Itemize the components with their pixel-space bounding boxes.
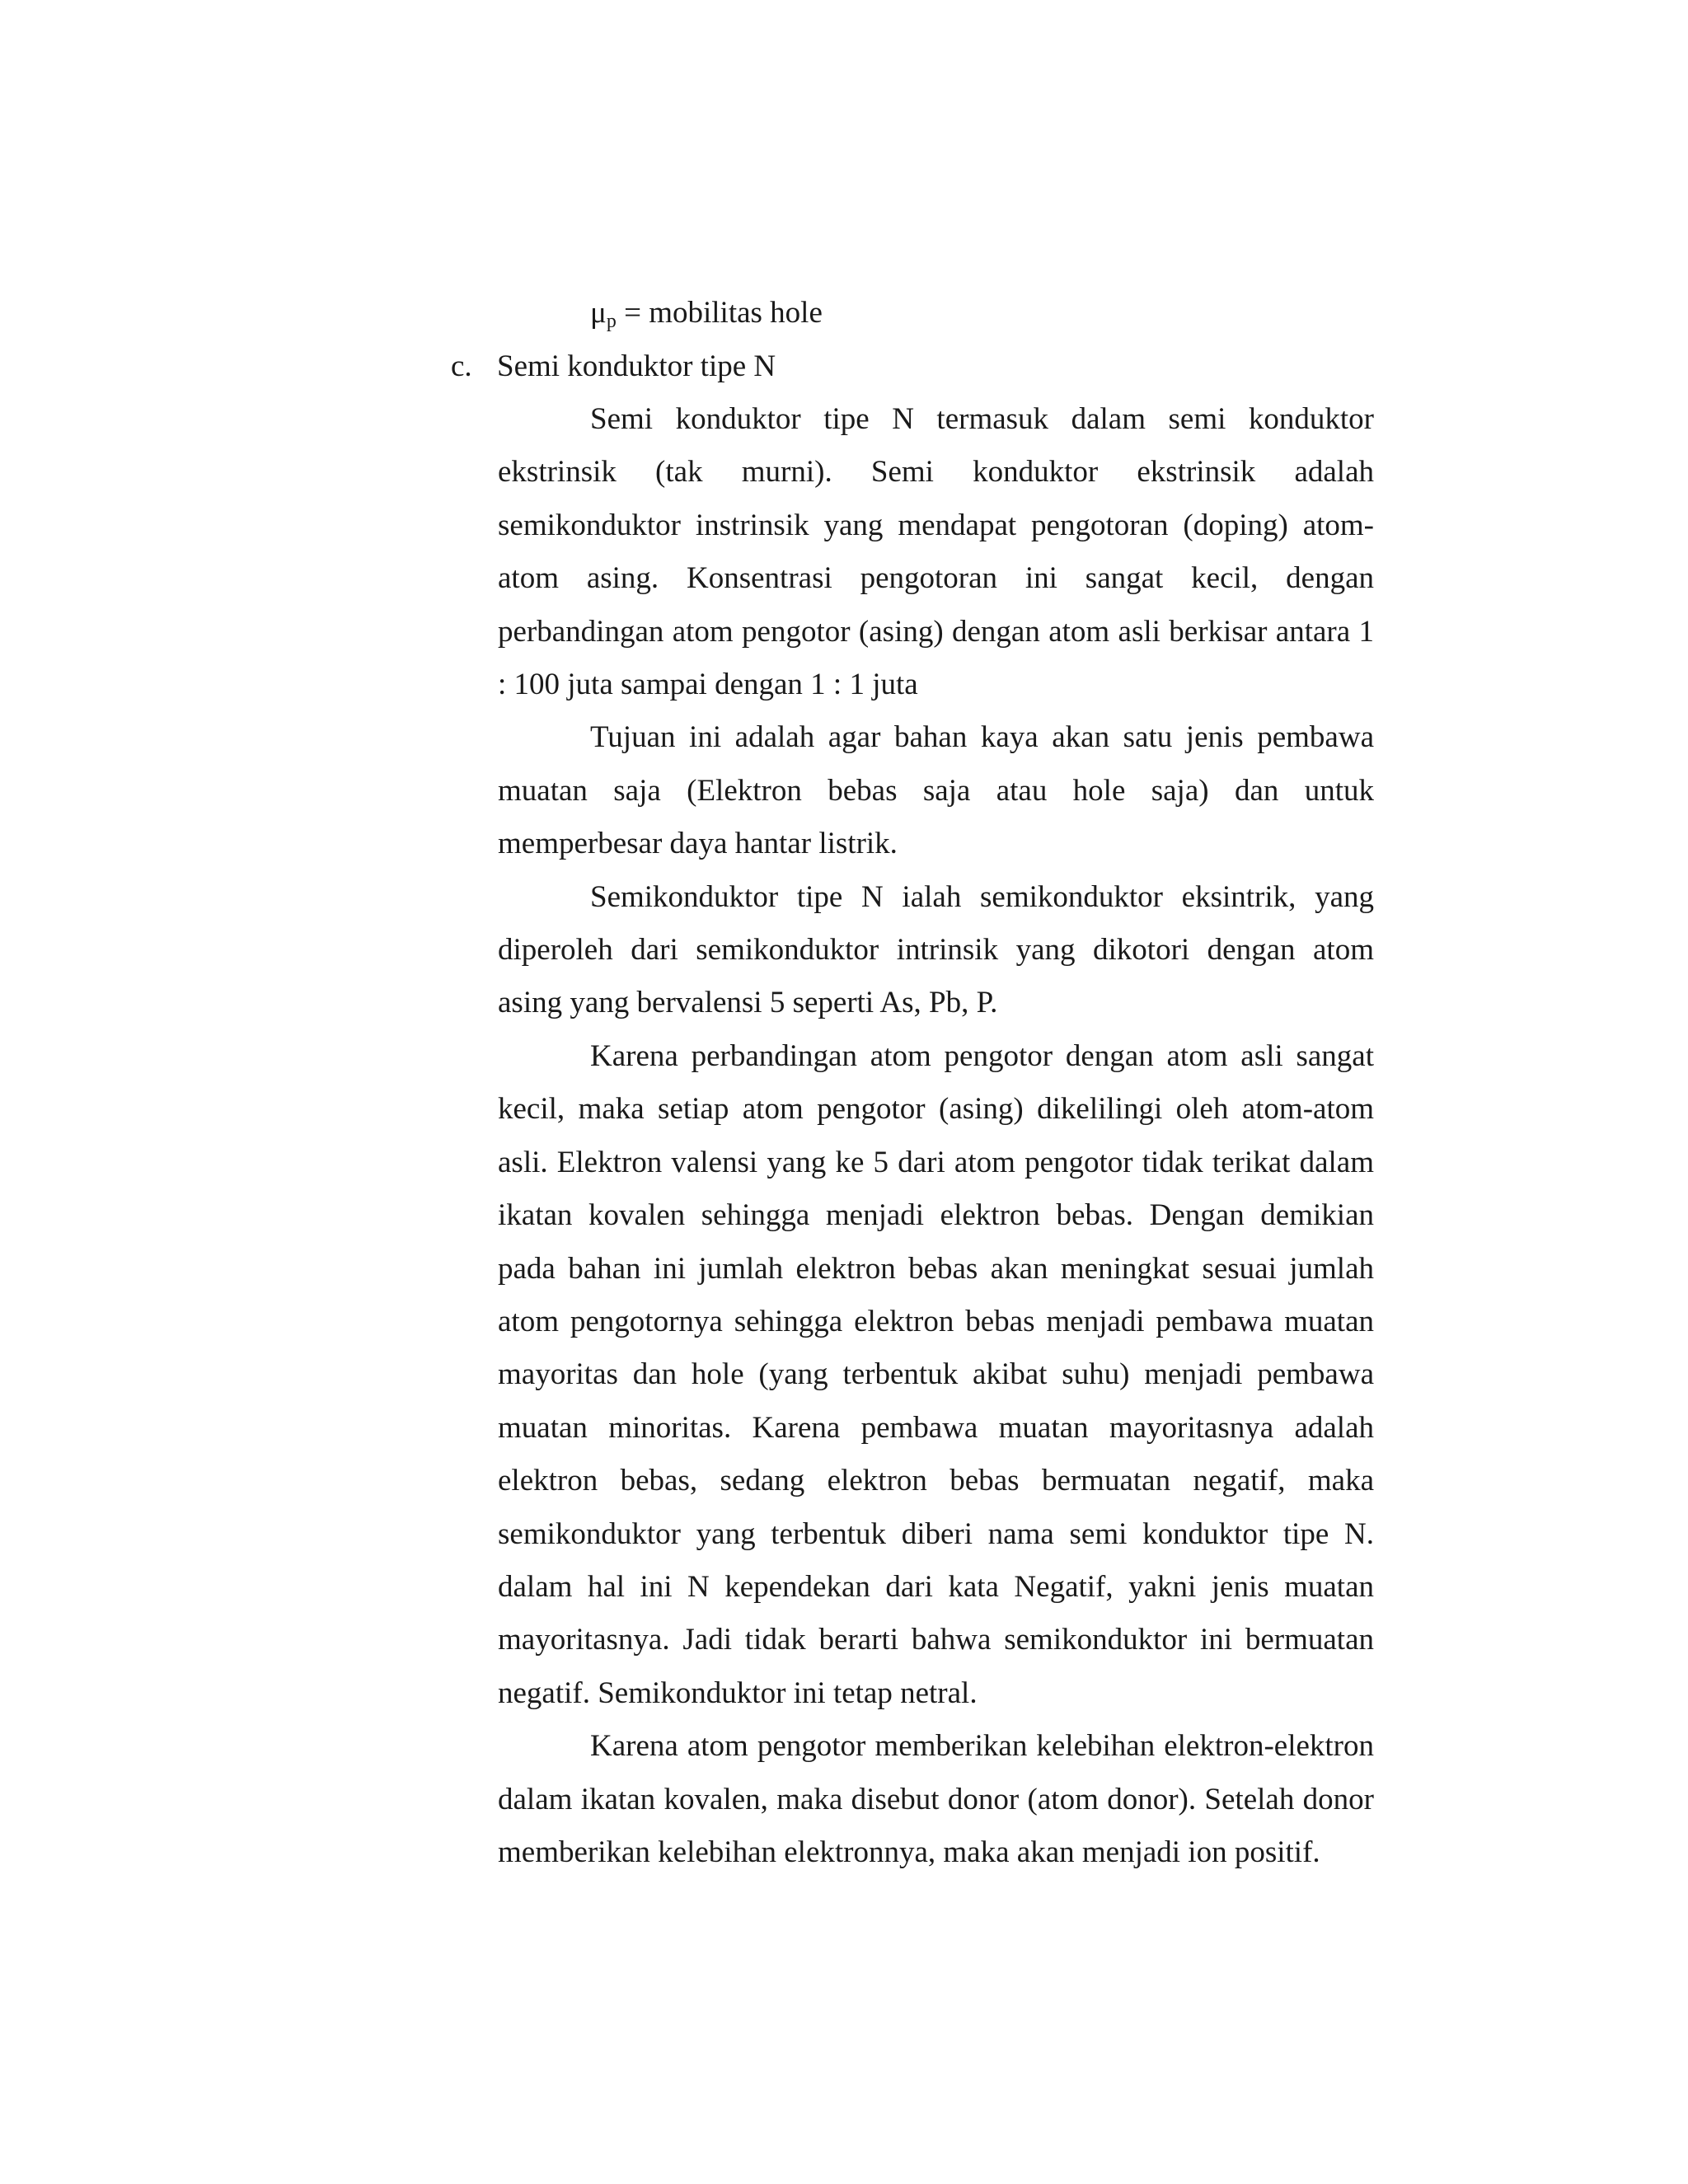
body-text bbox=[498, 393, 1374, 1879]
section-heading bbox=[451, 340, 776, 393]
subscript-p: p bbox=[606, 311, 617, 332]
paragraph-1: Semi konduktor tipe N termasuk dalam semi konduktor ekstrinsik (tak murni). Semi konduktor ekstrinsik adalah semikonduktor instrinsik yang mendapat pengotoran (doping) atom-atom asing. Konsentrasi pengotoran ini sangat kecil, dengan perbandingan atom pengotor (asing) dengan atom asli berkisar antara 1 : 100 juta sampai dengan 1 : 1 juta bbox=[498, 402, 1374, 702]
paragraph-3: Semikonduktor tipe N ialah semikonduktor eksintrik, yang diperoleh dari semikonduktor intrinsik yang dikotori dengan atom asing yang bervalensi 5 seperti As, Pb, P. bbox=[498, 879, 1374, 1020]
mobility-definition bbox=[590, 287, 823, 340]
mu-symbol: μ bbox=[590, 296, 607, 330]
paragraph-2: Tujuan ini adalah agar bahan kaya akan satu jenis pembawa muatan saja (Elektron bebas saja atau hole saja) dan untuk memperbesar daya hantar listrik. bbox=[498, 720, 1374, 861]
definition-text: = mobilitas hole bbox=[616, 296, 823, 330]
list-marker: c. bbox=[451, 349, 472, 383]
section-title: Semi konduktor tipe N bbox=[497, 349, 776, 383]
paragraph-5: Karena atom pengotor memberikan kelebihan elektron-elektron dalam ikatan kovalen, maka disebut donor (atom donor). Setelah donor memberikan kelebihan elektronnya, maka akan menjadi ion positif. bbox=[498, 1729, 1374, 1869]
paragraph-4: Karena perbandingan atom pengotor dengan atom asli sangat kecil, maka setiap atom pengotor (asing) dikelilingi oleh atom-atom asli. Elektron valensi yang ke 5 dari atom pengotor tidak terikat dalam ikatan kovalen sehingga menjadi elektron bebas. Dengan demikian pada bahan ini jumlah elektron bebas akan meningkat sesuai jumlah atom pengotornya sehingga elektron bebas menjadi pembawa muatan mayoritas dan hole (yang terbentuk akibat suhu) menjadi pembawa muatan minoritas. Karena pembawa muatan mayoritasnya adalah elektron bebas, sedang elektron bebas bermuatan negatif, maka semikonduktor yang terbentuk diberi nama semi konduktor tipe N. dalam hal ini N kependekan dari kata Negatif, yakni jenis muatan mayoritasnya. Jadi tidak berarti bahwa semikonduktor ini bermuatan negatif. Semikonduktor ini tetap netral. bbox=[498, 1038, 1374, 1710]
